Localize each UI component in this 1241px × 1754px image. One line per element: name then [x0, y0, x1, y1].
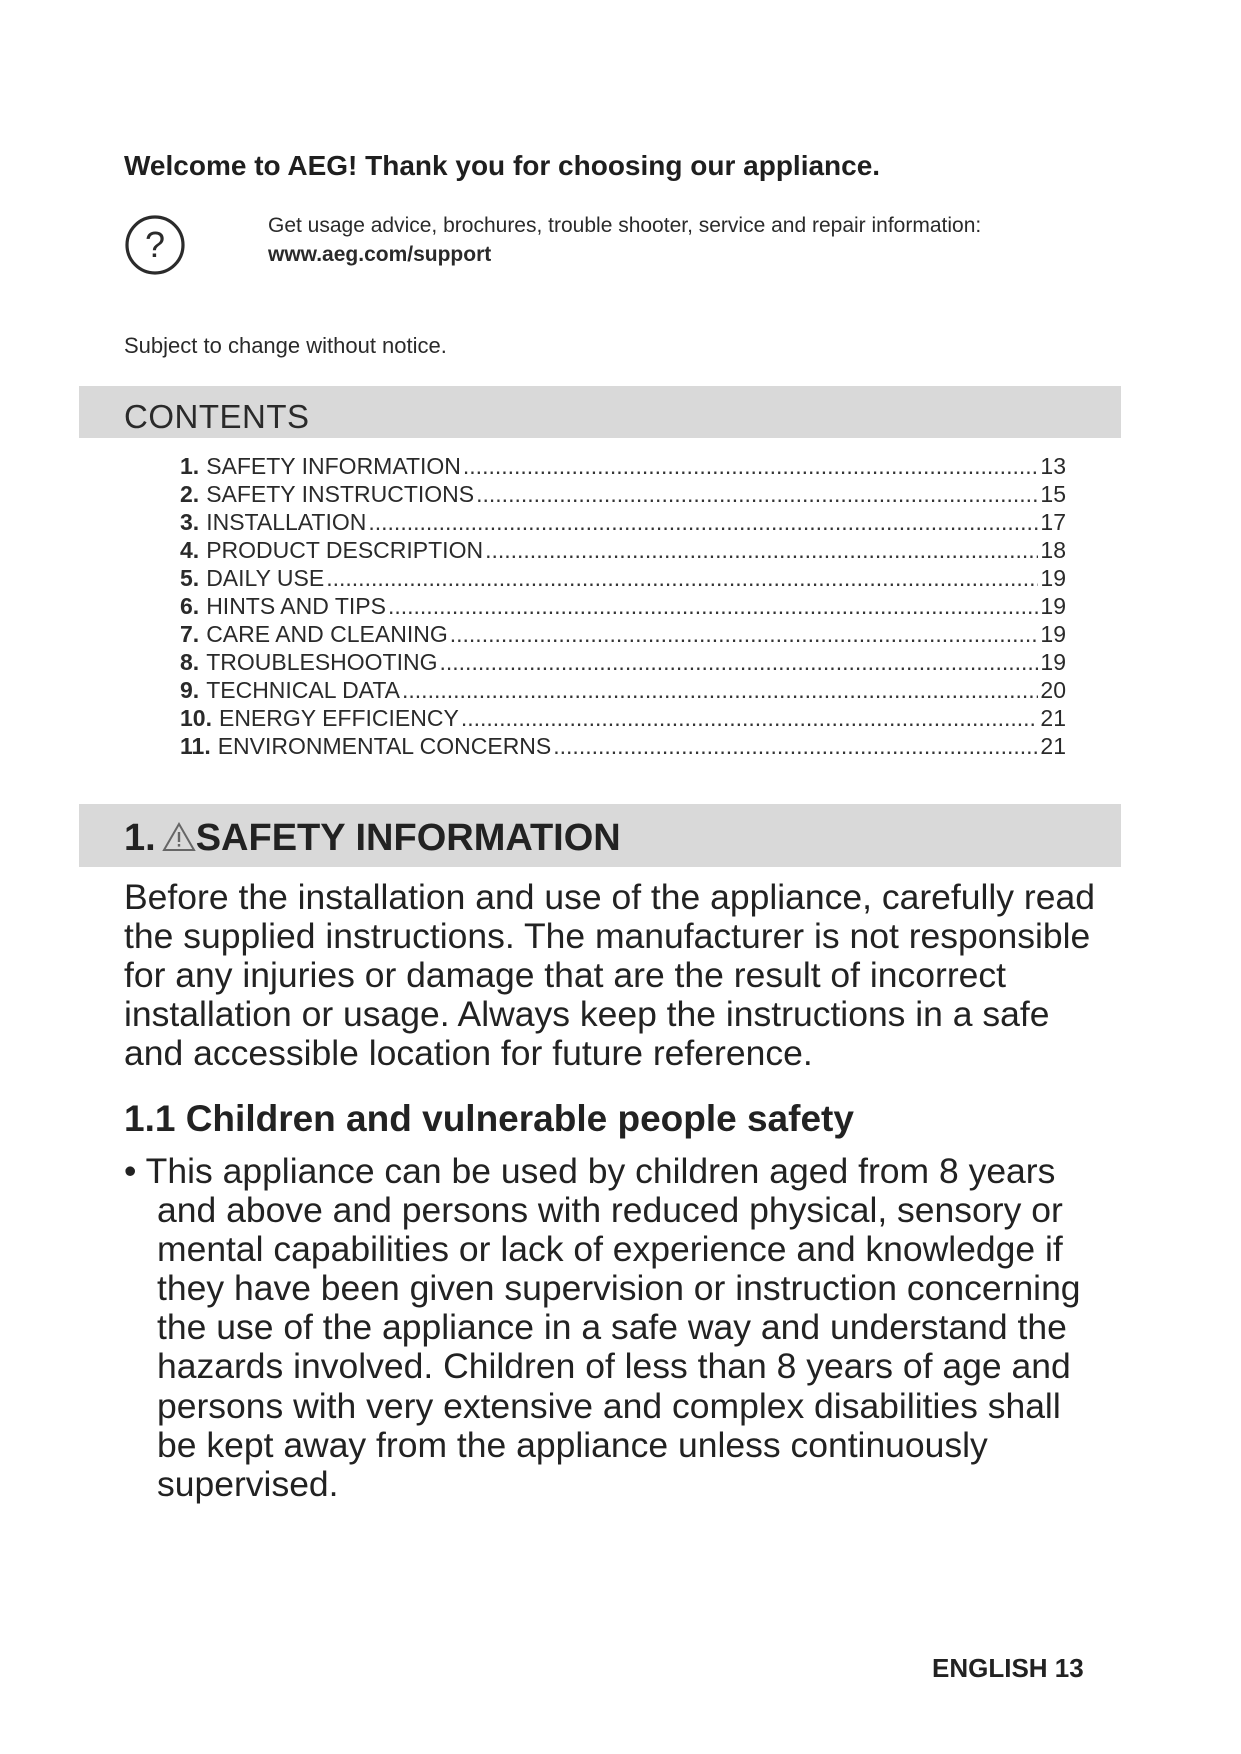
toc-leader — [402, 677, 1038, 704]
bullet-line: be kept away from the appliance unless continuously — [157, 1424, 988, 1465]
contents-title: CONTENTS — [124, 398, 310, 435]
toc-label: TROUBLESHOOTING — [206, 649, 438, 675]
paragraph-line: and accessible location for future reference. — [124, 1033, 813, 1073]
toc-label: ENERGY EFFICIENCY — [218, 705, 459, 731]
toc-page: 19 — [1040, 621, 1066, 647]
toc-label: TECHNICAL DATA — [206, 677, 401, 703]
toc-label: PRODUCT DESCRIPTION — [206, 537, 484, 563]
toc-item[interactable] — [180, 705, 1066, 733]
page-footer: ENGLISH 13 — [932, 1653, 1084, 1683]
toc-number: 8. — [180, 649, 200, 675]
svg-text:?: ? — [144, 224, 166, 265]
toc-leader — [463, 453, 1039, 480]
toc-leader — [485, 537, 1038, 564]
toc-label: SAFETY INSTRUCTIONS — [206, 481, 475, 507]
section-header — [79, 804, 1121, 867]
toc-label: SAFETY INFORMATION — [206, 453, 461, 479]
toc-page: 21 — [1040, 705, 1066, 731]
toc-item[interactable] — [180, 565, 1066, 593]
bullet-line: hazards involved. Children of less than 8 years of age and — [157, 1346, 1071, 1387]
toc-label: ENVIRONMENTAL CONCERNS — [217, 733, 552, 759]
section-number: 1. — [124, 817, 156, 859]
toc-leader — [440, 649, 1039, 676]
toc-leader — [476, 481, 1038, 508]
toc-label: DAILY USE — [206, 565, 325, 591]
toc-number: 10. — [180, 705, 212, 731]
help-circle-icon — [124, 214, 186, 276]
toc-page: 18 — [1040, 537, 1066, 563]
toc-number: 7. — [180, 621, 200, 647]
bullet-line: they have been given supervision or instruction concerning — [157, 1268, 1081, 1309]
section-title — [124, 817, 621, 860]
paragraph-line: Before the installation and use of the appliance, carefully read — [124, 877, 1095, 917]
toc-leader — [450, 621, 1039, 648]
toc-item[interactable] — [180, 733, 1066, 761]
toc-label: INSTALLATION — [206, 509, 367, 535]
section-title-text: SAFETY INFORMATION — [195, 817, 621, 859]
toc-label: CARE AND CLEANING — [206, 621, 448, 647]
table-of-contents — [180, 453, 1066, 761]
paragraph-line: the supplied instructions. The manufacturer is not responsible — [124, 916, 1091, 956]
toc-leader — [326, 565, 1038, 592]
toc-number: 11. — [180, 733, 211, 759]
welcome-heading: Welcome to AEG! Thank you for choosing our appliance. — [124, 150, 881, 181]
toc-number: 4. — [180, 537, 200, 563]
toc-leader — [368, 509, 1038, 536]
toc-number: 9. — [180, 677, 200, 703]
toc-number: 1. — [180, 453, 200, 479]
toc-item[interactable] — [180, 509, 1066, 537]
toc-page: 19 — [1040, 565, 1066, 591]
toc-number: 3. — [180, 509, 200, 535]
change-notice: Subject to change without notice. — [124, 333, 447, 358]
toc-page: 21 — [1040, 733, 1066, 759]
toc-page: 17 — [1040, 509, 1066, 535]
support-link[interactable]: www.aeg.com/support — [268, 243, 492, 266]
bullet-line: persons with very extensive and complex disabilities shall — [157, 1385, 1061, 1426]
warning-triangle-icon — [162, 821, 196, 853]
bullet-line: • This appliance can be used by children aged from 8 years — [124, 1151, 1056, 1191]
toc-item[interactable] — [180, 621, 1066, 649]
toc-item[interactable] — [180, 537, 1066, 565]
bullet-line: supervised. — [157, 1463, 339, 1504]
toc-item[interactable] — [180, 677, 1066, 705]
toc-number: 5. — [180, 565, 200, 591]
toc-page: 19 — [1040, 593, 1066, 619]
bullet-line: the use of the appliance in a safe way and understand the — [157, 1307, 1067, 1348]
toc-number: 6. — [180, 593, 200, 619]
toc-page: 20 — [1040, 677, 1066, 703]
toc-page: 13 — [1040, 453, 1066, 479]
toc-page: 15 — [1040, 481, 1066, 507]
toc-label: HINTS AND TIPS — [206, 593, 386, 619]
toc-page: 19 — [1040, 649, 1066, 675]
support-description: Get usage advice, brochures, trouble shooter, service and repair information: — [268, 214, 982, 237]
paragraph-line: for any injuries or damage that are the result of incorrect — [124, 955, 1007, 995]
toc-item[interactable] — [180, 481, 1066, 509]
paragraph-line: installation or usage. Always keep the instructions in a safe — [124, 994, 1050, 1034]
contents-header — [79, 386, 1121, 438]
subsection-title: 1.1 Children and vulnerable people safety — [124, 1098, 854, 1139]
toc-number: 2. — [180, 481, 200, 507]
bullet-item — [124, 1152, 1124, 1504]
toc-leader — [388, 593, 1038, 620]
bullet-line: mental capabilities or lack of experience and knowledge if — [157, 1229, 1063, 1270]
toc-item[interactable] — [180, 593, 1066, 621]
toc-item[interactable] — [180, 649, 1066, 677]
safety-intro-paragraph — [124, 878, 1124, 1073]
bullet-line: and above and persons with reduced physical, sensory or — [157, 1190, 1063, 1231]
toc-item[interactable] — [180, 453, 1066, 481]
support-info — [268, 211, 981, 269]
toc-leader — [553, 733, 1038, 760]
toc-leader — [461, 705, 1039, 732]
